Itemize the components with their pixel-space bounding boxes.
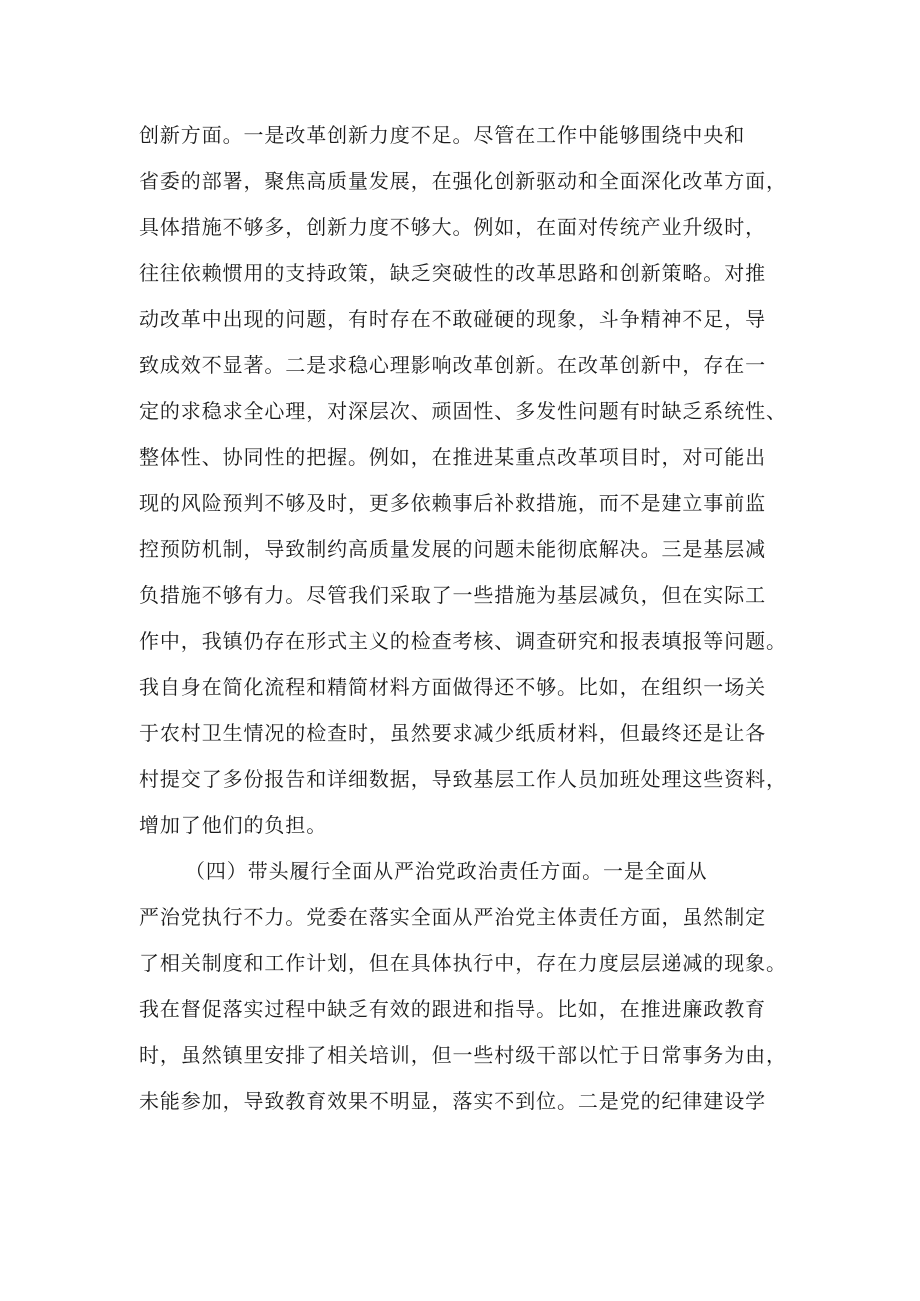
- text-line: 负措施不够有力。尽管我们采取了一些措施为基层减负，但在实际工: [139, 583, 766, 607]
- text-line: 了相关制度和工作计划，但在具体执行中，存在力度层层递减的现象。: [139, 951, 787, 975]
- text-line: 控预防机制，导致制约高质量发展的问题未能彻底解决。三是基层减: [139, 537, 766, 561]
- text-line: 具体措施不够多，创新力度不够大。例如，在面对传统产业升级时，: [139, 215, 766, 239]
- text-line: 于农村卫生情况的检查时，虽然要求减少纸质材料，但最终还是让各: [139, 721, 766, 745]
- text-line: 时，虽然镇里安排了相关培训，但一些村级干部以忙于日常事务为由，: [139, 1043, 787, 1067]
- text-line: 创新方面。一是改革创新力度不足。尽管在工作中能够围绕中央和: [139, 123, 746, 147]
- text-line: 动改革中出现的问题，有时存在不敢碰硬的现象，斗争精神不足，导: [139, 307, 766, 331]
- body-text: [139, 112, 789, 1124]
- text-line: 省委的部署，聚焦高质量发展，在强化创新驱动和全面深化改革方面，: [139, 169, 787, 193]
- text-line: 严治党执行不力。党委在落实全面从严治党主体责任方面，虽然制定: [139, 905, 766, 929]
- text-line: 现的风险预判不够及时，更多依赖事后补救措施，而不是建立事前监: [139, 491, 766, 515]
- text-line: 增加了他们的负担。: [139, 813, 328, 837]
- text-line: 未能参加，导致教育效果不明显，落实不到位。二是党的纪律建设学: [139, 1089, 766, 1113]
- text-line: 致成效不显著。二是求稳心理影响改革创新。在改革创新中，存在一: [139, 353, 766, 377]
- section-heading-line: （四）带头履行全面从严治党政治责任方面。一是全面从: [185, 859, 708, 883]
- text-line: 村提交了多份报告和详细数据，导致基层工作人员加班处理这些资料，: [139, 767, 787, 791]
- text-line: 往往依赖惯用的支持政策，缺乏突破性的改革思路和创新策略。对推: [139, 261, 766, 285]
- text-line: 定的求稳求全心理，对深层次、顽固性、多发性问题有时缺乏系统性、: [139, 399, 787, 423]
- text-line: 作中，我镇仍存在形式主义的检查考核、调查研究和报表填报等问题。: [139, 629, 787, 653]
- text-line: 整体性、协同性的把握。例如，在推进某重点改革项目时，对可能出: [139, 445, 766, 469]
- text-line: 我在督促落实过程中缺乏有效的跟进和指导。比如，在推进廉政教育: [139, 997, 766, 1021]
- text-line: 我自身在简化流程和精简材料方面做得还不够。比如，在组织一场关: [139, 675, 766, 699]
